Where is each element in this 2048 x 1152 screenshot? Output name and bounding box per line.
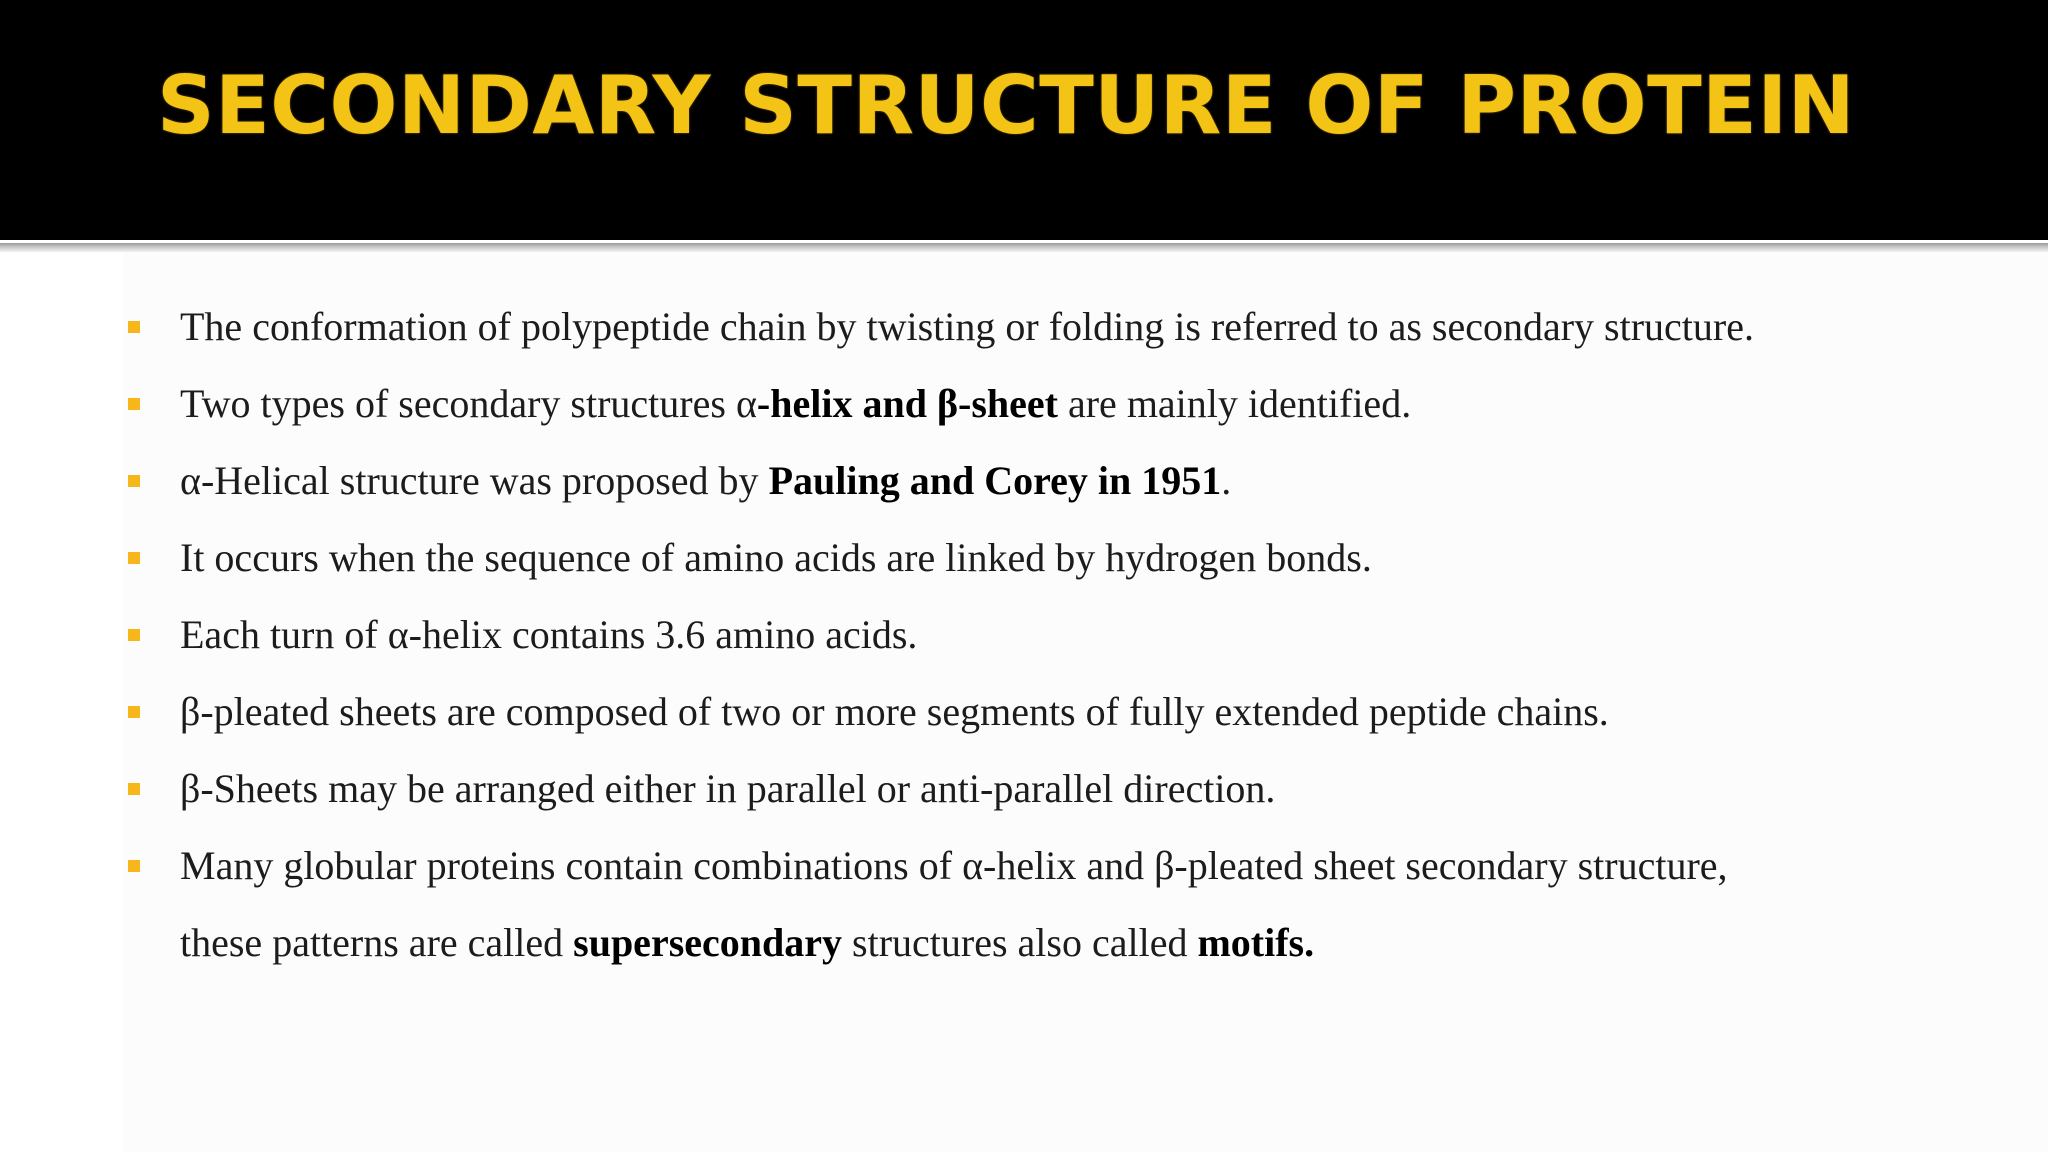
- bullet-text-run: are mainly identified.: [1057, 381, 1412, 426]
- bullet-text-run: these patterns are called: [180, 920, 574, 965]
- bullet-bold-run: motifs.: [1197, 920, 1315, 965]
- bullet-square-icon: [128, 321, 140, 333]
- bullet-text: [180, 750, 1275, 827]
- bullet-text: [180, 673, 1609, 750]
- bullet-bold-run: -helix and β-sheet: [756, 381, 1058, 426]
- bullet-text-run: α-Helical structure was proposed by: [180, 458, 769, 503]
- bullet-bold-run: supersecondary: [573, 920, 843, 965]
- bullet-text-run: It occurs when the sequence of amino acids are linked by hydrogen bonds.: [180, 535, 1372, 580]
- bullet-item: [0, 673, 2048, 750]
- slide-title: SECONDARY STRUCTURE OF PROTEIN: [157, 59, 1856, 152]
- bullet-text-line-2: [180, 904, 1314, 981]
- bullet-text-run: Each turn of α-helix contains 3.6 amino acids.: [180, 612, 918, 657]
- bullet-text: [180, 596, 917, 673]
- bullet-text: [180, 365, 1411, 442]
- bullet-text-run: Two types of secondary structures α: [180, 381, 757, 426]
- bullet-square-icon: [128, 860, 140, 872]
- bullet-text-run: β-Sheets may be arranged either in parallel or anti-parallel direction.: [180, 766, 1276, 811]
- bullet-square-icon: [128, 629, 140, 641]
- title-bar: [0, 0, 2048, 240]
- bullet-bold-run: Pauling and Corey in 1951: [768, 458, 1222, 503]
- bullet-square-icon: [128, 475, 140, 487]
- bullet-item: [0, 596, 2048, 673]
- bullet-square-icon: [128, 706, 140, 718]
- bullet-square-icon: [128, 398, 140, 410]
- bullet-item: [0, 827, 2048, 981]
- bullet-text-run: The conformation of polypeptide chain by twisting or folding is referred to as secondary structure.: [180, 304, 1754, 349]
- bullet-item: [0, 519, 2048, 596]
- bullet-item: [0, 365, 2048, 442]
- bullet-text: [180, 519, 1372, 596]
- bullet-text-line-1: [180, 827, 1728, 904]
- bullet-text-run: .: [1221, 458, 1232, 503]
- bullet-item: [0, 442, 2048, 519]
- bullet-item: [0, 750, 2048, 827]
- bullet-text-run: structures also called: [842, 920, 1198, 965]
- bullet-text: [180, 442, 1231, 519]
- bullet-text-run: Many globular proteins contain combinations of α-helix and β-pleated sheet secondary structure,: [180, 843, 1728, 888]
- bullet-item: [0, 288, 2048, 365]
- bullet-text-run: β-pleated sheets are composed of two or more segments of fully extended peptide chains.: [180, 689, 1609, 734]
- bullet-square-icon: [128, 552, 140, 564]
- bullet-text: [180, 288, 1754, 365]
- title-divider: [0, 240, 2048, 252]
- bullet-square-icon: [128, 783, 140, 795]
